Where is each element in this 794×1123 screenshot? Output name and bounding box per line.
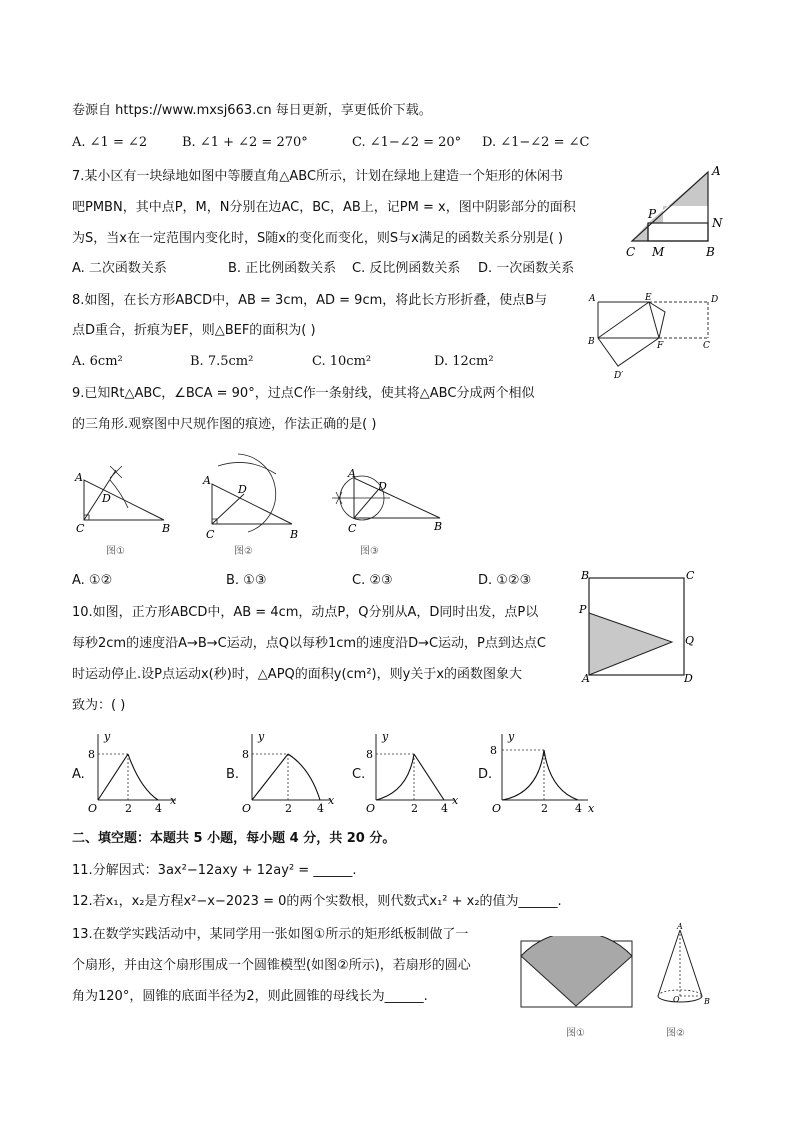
svg-text:B: B — [290, 528, 299, 541]
q10-line-3: 时运动停止.设P点运动x(秒)时，△APQ的面积y(cm²)，则y关于x的函数图象大 — [72, 667, 523, 682]
q9-caption-1: 图① — [106, 546, 125, 557]
svg-text:O: O — [242, 802, 252, 815]
svg-text:C: C — [76, 522, 85, 535]
q7-option-b: B. 正比例函数关系 — [228, 261, 337, 276]
q9-option-c: C. ②③ — [352, 573, 393, 588]
q8-label-d: D — [711, 295, 719, 305]
q8-label-b: B — [588, 337, 595, 347]
svg-text:A: A — [203, 474, 211, 487]
q10-graph-c — [364, 728, 464, 816]
svg-text:y: y — [382, 730, 389, 743]
q6-option-b: B. ∠1 + ∠2 = 270° — [182, 135, 308, 150]
svg-text:4: 4 — [317, 802, 324, 815]
q13-line-1: 13.在数学实践活动中，某同学用一张如图①所示的矩形纸板制做了一 — [72, 927, 469, 942]
svg-text:B: B — [162, 522, 171, 535]
svg-text:C: C — [206, 528, 215, 541]
q13-line-3: 角为120°，圆锥的底面半径为2，则此圆锥的母线长为______. — [72, 989, 428, 1004]
svg-text:8: 8 — [490, 744, 497, 757]
svg-text:C: C — [348, 522, 357, 535]
q13-caption-2: 图② — [666, 1028, 685, 1039]
q6-option-d: D. ∠1−∠2 = ∠C — [482, 135, 590, 150]
q6-option-a: A. ∠1 = ∠2 — [72, 135, 148, 150]
q9-option-d: D. ①②③ — [478, 573, 532, 588]
svg-text:y: y — [258, 730, 265, 743]
q8-figure — [585, 290, 725, 382]
svg-text:x: x — [452, 794, 459, 807]
svg-text:2: 2 — [125, 802, 132, 815]
q7-label-a: A — [712, 164, 721, 178]
svg-text:C: C — [686, 569, 695, 582]
svg-text:x: x — [170, 794, 177, 807]
q7-option-c: C. 反比例函数关系 — [352, 261, 461, 276]
q8-option-b: B. 7.5cm² — [190, 354, 254, 369]
svg-text:y: y — [104, 730, 111, 743]
q13-sector — [521, 936, 632, 1006]
q10-option-a: A. — [72, 767, 85, 782]
q7-rectangle — [648, 223, 708, 241]
svg-text:O: O — [366, 802, 376, 815]
svg-text:A: A — [75, 471, 83, 484]
svg-text:2: 2 — [541, 802, 548, 815]
svg-text:2: 2 — [285, 802, 292, 815]
q9-figure-3 — [322, 462, 452, 540]
q7-label-b: B — [706, 245, 715, 259]
section-2-title: 二、填空题：本题共 5 小题，每小题 4 分，共 20 分。 — [72, 831, 396, 846]
svg-text:y: y — [508, 730, 515, 743]
q10-line-4: 致为：( ) — [72, 698, 126, 713]
svg-text:D: D — [102, 492, 111, 505]
svg-text:4: 4 — [155, 802, 162, 815]
svg-text:Q: Q — [685, 634, 695, 647]
q7-option-a: A. 二次函数关系 — [72, 261, 167, 276]
svg-text:O: O — [673, 995, 680, 1004]
q8-label-a: A — [589, 294, 596, 304]
q10-graph-b — [240, 728, 340, 816]
svg-text:A: A — [677, 922, 683, 931]
q13-caption-1: 图① — [566, 1028, 585, 1039]
q10-option-c: C. — [352, 767, 366, 782]
svg-text:A: A — [582, 672, 590, 685]
svg-text:B: B — [704, 997, 710, 1006]
svg-text:4: 4 — [441, 802, 448, 815]
source-header: 卷源自 https://www.mxsj663.cn 每日更新，享更低价下载。 — [72, 103, 432, 118]
q8-option-c: C. 10cm² — [312, 354, 372, 369]
svg-text:B: B — [581, 569, 590, 582]
q10-graph-a — [86, 728, 186, 816]
q11-text: 11.分解因式：3ax²−12axy + 12ay² = ______. — [72, 863, 357, 878]
svg-text:O: O — [88, 802, 98, 815]
q6-option-c: C. ∠1−∠2 = 20° — [352, 135, 462, 150]
q7-figure — [620, 160, 730, 264]
q9-caption-2: 图② — [234, 546, 253, 557]
svg-text:4: 4 — [575, 802, 582, 815]
q8-option-d: D. 12cm² — [434, 354, 494, 369]
q7-line-2: 吧PMBN，其中点P，M，N分别在边AC，BC，AB上，记PM = x，图中阴影部分的面积 — [72, 200, 576, 215]
q10-line-1: 10.如图，正方形ABCD中，AB = 4cm，动点P，Q分别从A，D同时出发，点P以 — [72, 605, 539, 620]
svg-text:8: 8 — [366, 748, 373, 761]
svg-text:2: 2 — [411, 802, 418, 815]
q7-option-d: D. 一次函数关系 — [478, 261, 575, 276]
svg-text:B: B — [434, 520, 443, 533]
svg-text:O: O — [492, 802, 502, 815]
q7-label-n: N — [712, 216, 723, 230]
q7-line-1: 7.某小区有一块绿地如图中等腰直角△ABC所示，计划在绿地上建造一个矩形的休闲书 — [72, 169, 564, 184]
svg-text:D: D — [378, 480, 387, 493]
q8-label-d-prime: D′ — [614, 371, 624, 381]
q10-figure — [576, 566, 702, 686]
svg-text:8: 8 — [88, 748, 95, 761]
q9-line-2: 的三角形.观察图中尺规作图的痕迹，作法正确的是( ) — [72, 417, 377, 432]
svg-text:D: D — [684, 672, 693, 685]
q7-label-p: P — [648, 207, 657, 221]
q9-option-a: A. ①② — [72, 573, 113, 588]
svg-text:D: D — [238, 483, 247, 496]
q8-line-2: 点D重合，折痕为EF，则△BEF的面积为( ) — [72, 323, 316, 338]
q8-label-e: E — [645, 293, 652, 303]
svg-text:P: P — [579, 603, 587, 616]
q9-caption-3: 图③ — [360, 546, 379, 557]
svg-text:x: x — [588, 802, 595, 815]
q10-graph-d — [490, 728, 600, 816]
q8-option-a: A. 6cm² — [72, 354, 123, 369]
q8-label-c: C — [703, 341, 710, 351]
q12-text: 12.若x₁，x₂是方程x²−x−2023 = 0的两个实数根，则代数式x₁² + x₂的值为______. — [72, 894, 562, 909]
svg-text:A: A — [348, 467, 356, 480]
svg-text:8: 8 — [242, 748, 249, 761]
svg-text:x: x — [328, 794, 335, 807]
q9-figure-2 — [198, 446, 308, 544]
q9-figure-1 — [70, 460, 180, 556]
q9-option-b: B. ①③ — [226, 573, 267, 588]
q8-line-1: 8.如图，在长方形ABCD中，AB = 3cm，AD = 9cm，将此长方形折叠，使点B与 — [72, 293, 548, 308]
q8-label-f: F — [657, 341, 664, 351]
q13-line-2: 个扇形，并由这个扇形围成一个圆锥模型(如图②所示)，若扇形的圆心 — [72, 958, 471, 973]
q7-label-m: M — [652, 245, 665, 259]
q13-figure-1 — [518, 936, 636, 1012]
q7-line-3: 为S，当x在一定范围内变化时，S随x的变化而变化，则S与x满足的函数关系分别是( ) — [72, 231, 564, 246]
q7-label-c: C — [626, 245, 636, 259]
q10-line-2: 每秒2cm的速度沿A→B→C运动，点Q以每秒1cm的速度沿D→C运动，P点到达点C — [72, 636, 546, 651]
q10-option-d: D. — [478, 767, 493, 782]
q9-line-1: 9.已知Rt△ABC，∠BCA = 90°，过点C作一条射线，使其将△ABC分成两个相似 — [72, 386, 535, 401]
q13-figure-2 — [650, 920, 720, 1012]
q10-option-b: B. — [226, 767, 240, 782]
q7-triangle — [632, 172, 708, 241]
